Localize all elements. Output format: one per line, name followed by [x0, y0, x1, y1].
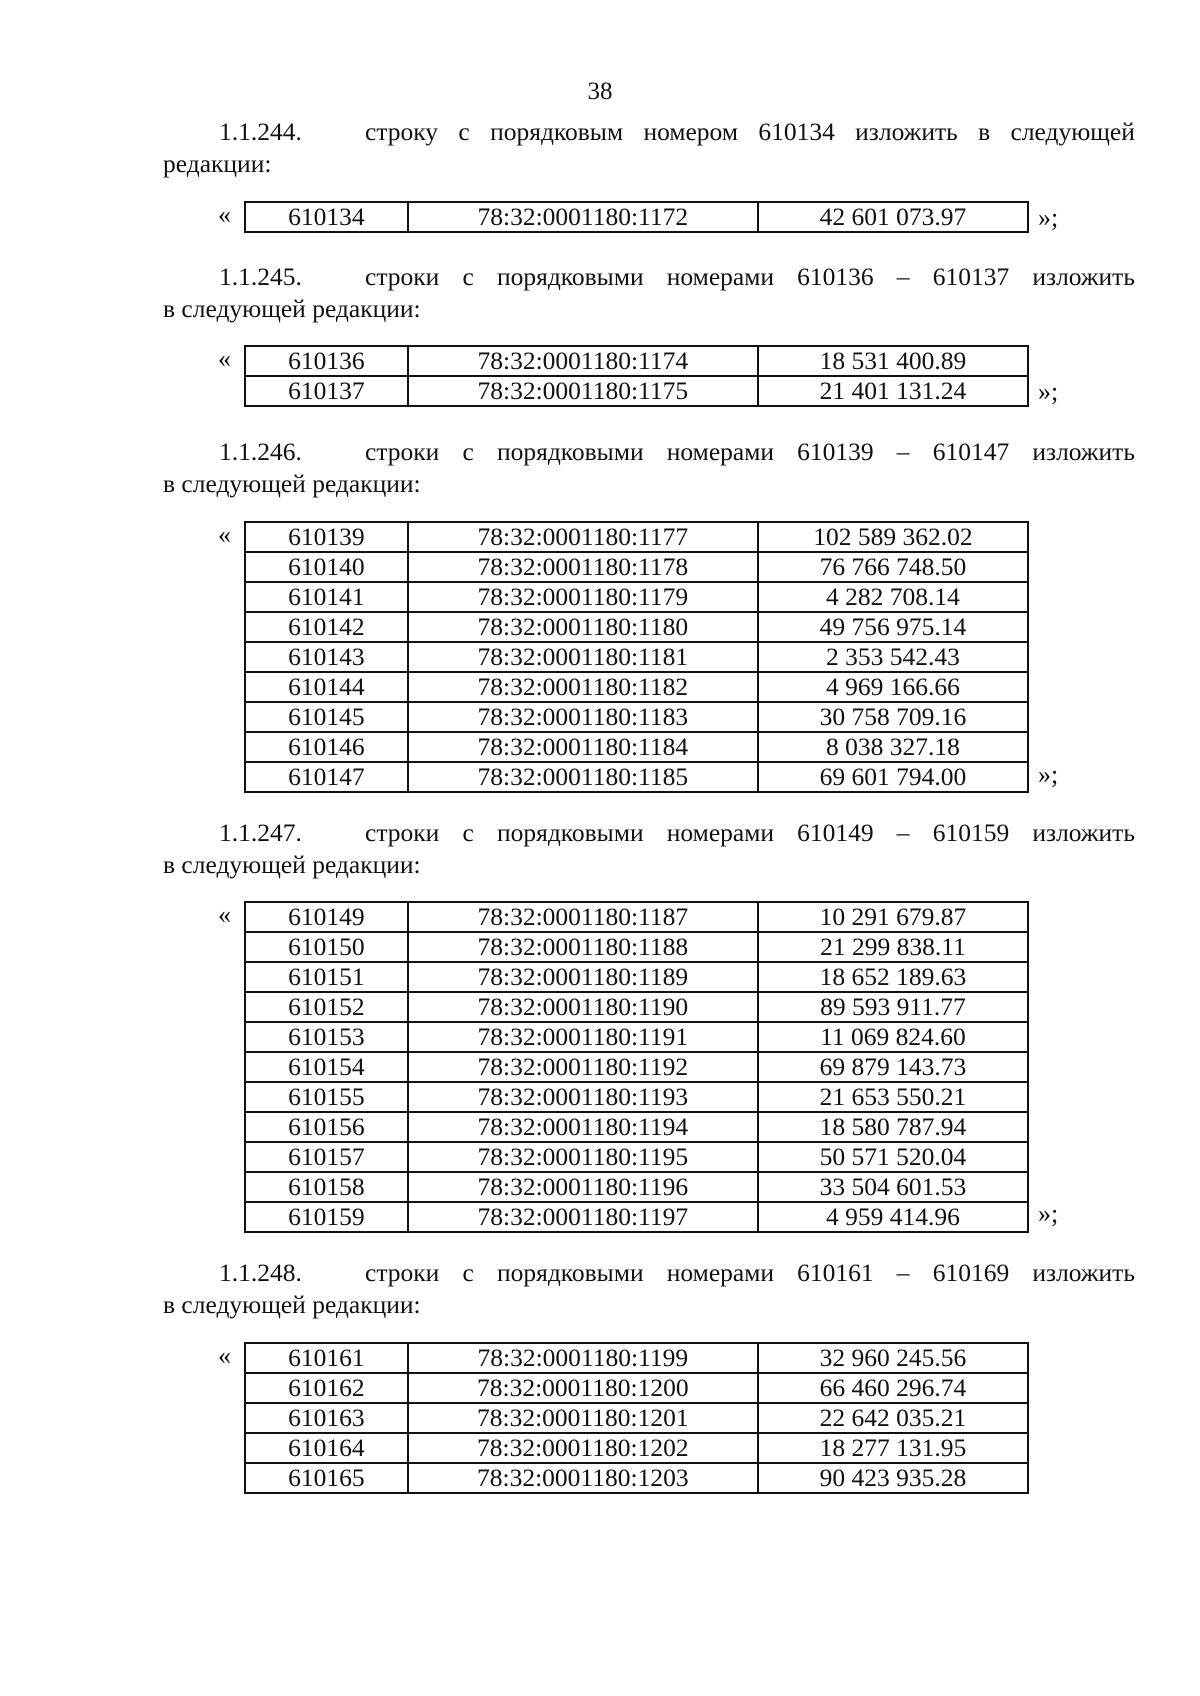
section-number: 1.1.246. — [219, 437, 302, 466]
row-number-cell: 610163 — [245, 1403, 408, 1433]
cadastral-number-cell: 78:32:0001180:1193 — [408, 1082, 758, 1112]
heading-line-2: редакции: — [163, 149, 272, 178]
table-row — [245, 1403, 1028, 1433]
row-number-cell: 610159 — [245, 1202, 408, 1232]
cadastral-number-cell: 78:32:0001180:1185 — [408, 762, 758, 792]
table-row — [245, 1082, 1028, 1112]
cadastral-number-cell: 78:32:0001180:1197 — [408, 1202, 758, 1232]
row-number-cell: 610140 — [245, 552, 408, 582]
cadastral-value-cell: 22 642 035.21 — [758, 1403, 1028, 1433]
heading-word: 610147 — [932, 437, 1010, 466]
table-row — [245, 932, 1028, 962]
heading-text — [365, 116, 1135, 148]
cadastral-number-cell: 78:32:0001180:1191 — [408, 1022, 758, 1052]
table-row — [245, 1433, 1028, 1463]
cadastral-value-cell: 2 353 542.43 — [758, 642, 1028, 672]
cadastral-value-cell: 18 652 189.63 — [758, 962, 1028, 992]
table-row — [245, 1202, 1028, 1232]
table-row — [245, 1112, 1028, 1142]
close-quote: »; — [1038, 376, 1059, 406]
cadastral-number-cell: 78:32:0001180:1187 — [408, 902, 758, 932]
open-quote: « — [218, 344, 231, 373]
table-row — [245, 962, 1028, 992]
section-number: 1.1.247. — [219, 818, 302, 847]
heading-word: изложить — [1032, 818, 1135, 847]
heading-word: порядковыми — [496, 437, 644, 466]
heading-word: номерами — [666, 437, 774, 466]
row-number-cell: 610154 — [245, 1052, 408, 1082]
cadastral-value-cell: 49 756 975.14 — [758, 612, 1028, 642]
heading-word: 610159 — [932, 818, 1010, 847]
heading-word: изложить — [1032, 1258, 1135, 1287]
section-heading — [163, 1257, 1135, 1321]
heading-line-2: в следующей редакции: — [163, 1290, 421, 1319]
cadastral-number-cell: 78:32:0001180:1195 — [408, 1142, 758, 1172]
cadastral-value-cell: 18 277 131.95 — [758, 1433, 1028, 1463]
table-row — [245, 672, 1028, 702]
heading-line-2: в следующей редакции: — [163, 294, 421, 323]
row-number-cell: 610134 — [245, 202, 408, 232]
heading-word: – — [896, 437, 910, 466]
open-quote: « — [218, 520, 231, 549]
table-row — [245, 1463, 1028, 1493]
table-row — [245, 522, 1028, 552]
table-row — [245, 1373, 1028, 1403]
table-row — [245, 612, 1028, 642]
data-table — [244, 345, 1029, 407]
heading-line-2: в следующей редакции: — [163, 469, 421, 498]
table-row — [245, 346, 1028, 376]
table-row — [245, 762, 1028, 792]
heading-word: строки — [365, 262, 440, 291]
table-row — [245, 642, 1028, 672]
heading-word: строки — [365, 818, 440, 847]
cadastral-value-cell: 10 291 679.87 — [758, 902, 1028, 932]
row-number-cell: 610156 — [245, 1112, 408, 1142]
heading-word: изложить — [1032, 262, 1135, 291]
heading-text — [365, 1257, 1135, 1289]
heading-word: 610161 — [797, 1258, 874, 1287]
heading-word: строки — [365, 1258, 440, 1287]
heading-word: – — [896, 818, 910, 847]
heading-word: с — [462, 1258, 474, 1287]
cadastral-value-cell: 11 069 824.60 — [758, 1022, 1028, 1052]
cadastral-value-cell: 102 589 362.02 — [758, 522, 1028, 552]
cadastral-number-cell: 78:32:0001180:1189 — [408, 962, 758, 992]
heading-word: с — [462, 818, 474, 847]
heading-text — [365, 817, 1135, 849]
cadastral-value-cell: 66 460 296.74 — [758, 1373, 1028, 1403]
heading-word: изложить — [1032, 437, 1135, 466]
row-number-cell: 610150 — [245, 932, 408, 962]
heading-word: с — [458, 117, 470, 146]
data-table — [244, 901, 1029, 1233]
table-row — [245, 582, 1028, 612]
table-row — [245, 202, 1028, 232]
heading-word: 610169 — [932, 1258, 1010, 1287]
row-number-cell: 610157 — [245, 1142, 408, 1172]
section-number: 1.1.244. — [219, 117, 302, 146]
heading-word: строки — [365, 437, 440, 466]
row-number-cell: 610142 — [245, 612, 408, 642]
cadastral-value-cell: 76 766 748.50 — [758, 552, 1028, 582]
cadastral-number-cell: 78:32:0001180:1196 — [408, 1172, 758, 1202]
cadastral-value-cell: 69 879 143.73 — [758, 1052, 1028, 1082]
row-number-cell: 610139 — [245, 522, 408, 552]
table-row — [245, 1052, 1028, 1082]
table-row — [245, 1172, 1028, 1202]
heading-line-2: в следующей редакции: — [163, 850, 421, 879]
table-row — [245, 376, 1028, 406]
section-number: 1.1.248. — [219, 1258, 302, 1287]
table-row — [245, 902, 1028, 932]
row-number-cell: 610136 — [245, 346, 408, 376]
cadastral-value-cell: 42 601 073.97 — [758, 202, 1028, 232]
cadastral-number-cell: 78:32:0001180:1172 — [408, 202, 758, 232]
row-number-cell: 610144 — [245, 672, 408, 702]
heading-word: номером — [643, 117, 738, 146]
row-number-cell: 610146 — [245, 732, 408, 762]
page-number: 38 — [587, 78, 613, 105]
heading-word: 610149 — [797, 818, 874, 847]
heading-word: номерами — [666, 1258, 774, 1287]
cadastral-number-cell: 78:32:0001180:1184 — [408, 732, 758, 762]
row-number-cell: 610145 — [245, 702, 408, 732]
heading-word: 610134 — [758, 117, 835, 146]
row-number-cell: 610149 — [245, 902, 408, 932]
cadastral-number-cell: 78:32:0001180:1183 — [408, 702, 758, 732]
cadastral-value-cell: 33 504 601.53 — [758, 1172, 1028, 1202]
cadastral-number-cell: 78:32:0001180:1192 — [408, 1052, 758, 1082]
heading-word: с — [462, 437, 474, 466]
data-table — [244, 521, 1029, 793]
row-number-cell: 610155 — [245, 1082, 408, 1112]
data-table — [244, 201, 1029, 233]
heading-word: – — [896, 262, 910, 291]
heading-word: следующей — [1010, 117, 1135, 146]
cadastral-value-cell: 89 593 911.77 — [758, 992, 1028, 1022]
heading-line-1 — [163, 116, 1135, 148]
table-row — [245, 992, 1028, 1022]
heading-word: номерами — [666, 818, 774, 847]
cadastral-number-cell: 78:32:0001180:1199 — [408, 1343, 758, 1373]
table-row — [245, 702, 1028, 732]
cadastral-number-cell: 78:32:0001180:1175 — [408, 376, 758, 406]
heading-word: строку — [365, 117, 439, 146]
table-row — [245, 552, 1028, 582]
row-number-cell: 610162 — [245, 1373, 408, 1403]
cadastral-value-cell: 32 960 245.56 — [758, 1343, 1028, 1373]
heading-word: – — [896, 1258, 910, 1287]
cadastral-number-cell: 78:32:0001180:1182 — [408, 672, 758, 702]
cadastral-number-cell: 78:32:0001180:1203 — [408, 1463, 758, 1493]
cadastral-number-cell: 78:32:0001180:1178 — [408, 552, 758, 582]
heading-word: 610139 — [797, 437, 874, 466]
row-number-cell: 610151 — [245, 962, 408, 992]
cadastral-value-cell: 21 299 838.11 — [758, 932, 1028, 962]
cadastral-value-cell: 4 969 166.66 — [758, 672, 1028, 702]
cadastral-value-cell: 18 580 787.94 — [758, 1112, 1028, 1142]
open-quote: « — [218, 200, 231, 229]
close-quote: »; — [1038, 203, 1059, 232]
heading-line-1 — [163, 1257, 1135, 1289]
table-row — [245, 1142, 1028, 1172]
cadastral-number-cell: 78:32:0001180:1174 — [408, 346, 758, 376]
cadastral-value-cell: 50 571 520.04 — [758, 1142, 1028, 1172]
row-number-cell: 610153 — [245, 1022, 408, 1052]
section-heading — [163, 116, 1135, 180]
row-number-cell: 610141 — [245, 582, 408, 612]
data-table — [244, 1342, 1029, 1494]
cadastral-number-cell: 78:32:0001180:1202 — [408, 1433, 758, 1463]
heading-text — [365, 436, 1135, 468]
heading-word: с — [462, 262, 474, 291]
row-number-cell: 610161 — [245, 1343, 408, 1373]
heading-word: 610137 — [932, 262, 1010, 291]
cadastral-value-cell: 90 423 935.28 — [758, 1463, 1028, 1493]
row-number-cell: 610158 — [245, 1172, 408, 1202]
section-heading — [163, 436, 1135, 500]
heading-word: порядковыми — [496, 818, 644, 847]
heading-word: номерами — [666, 262, 774, 291]
heading-word: порядковым — [490, 117, 624, 146]
row-number-cell: 610164 — [245, 1433, 408, 1463]
cadastral-value-cell: 4 282 708.14 — [758, 582, 1028, 612]
table-row — [245, 1343, 1028, 1373]
section-heading — [163, 261, 1135, 325]
close-quote: »; — [1038, 759, 1059, 789]
heading-line-1 — [163, 817, 1135, 849]
heading-text — [365, 261, 1135, 293]
row-number-cell: 610143 — [245, 642, 408, 672]
table-row — [245, 1022, 1028, 1052]
cadastral-number-cell: 78:32:0001180:1194 — [408, 1112, 758, 1142]
heading-line-1 — [163, 436, 1135, 468]
cadastral-number-cell: 78:32:0001180:1200 — [408, 1373, 758, 1403]
section-number: 1.1.245. — [219, 262, 302, 291]
cadastral-number-cell: 78:32:0001180:1177 — [408, 522, 758, 552]
cadastral-number-cell: 78:32:0001180:1179 — [408, 582, 758, 612]
table-row — [245, 732, 1028, 762]
cadastral-value-cell: 21 401 131.24 — [758, 376, 1028, 406]
heading-line-1 — [163, 261, 1135, 293]
heading-word: в — [978, 117, 991, 146]
cadastral-value-cell: 69 601 794.00 — [758, 762, 1028, 792]
cadastral-value-cell: 4 959 414.96 — [758, 1202, 1028, 1232]
cadastral-number-cell: 78:32:0001180:1190 — [408, 992, 758, 1022]
heading-word: порядковыми — [496, 262, 644, 291]
row-number-cell: 610152 — [245, 992, 408, 1022]
cadastral-value-cell: 8 038 327.18 — [758, 732, 1028, 762]
cadastral-number-cell: 78:32:0001180:1201 — [408, 1403, 758, 1433]
row-number-cell: 610137 — [245, 376, 408, 406]
section-heading — [163, 817, 1135, 881]
close-quote: »; — [1038, 1199, 1059, 1228]
row-number-cell: 610165 — [245, 1463, 408, 1493]
cadastral-value-cell: 21 653 550.21 — [758, 1082, 1028, 1112]
open-quote: « — [218, 1341, 231, 1370]
cadastral-number-cell: 78:32:0001180:1180 — [408, 612, 758, 642]
heading-word: 610136 — [797, 262, 874, 291]
heading-word: изложить — [855, 117, 958, 146]
row-number-cell: 610147 — [245, 762, 408, 792]
heading-word: порядковыми — [496, 1258, 644, 1287]
cadastral-number-cell: 78:32:0001180:1181 — [408, 642, 758, 672]
open-quote: « — [218, 900, 231, 929]
cadastral-value-cell: 30 758 709.16 — [758, 702, 1028, 732]
cadastral-value-cell: 18 531 400.89 — [758, 346, 1028, 376]
cadastral-number-cell: 78:32:0001180:1188 — [408, 932, 758, 962]
